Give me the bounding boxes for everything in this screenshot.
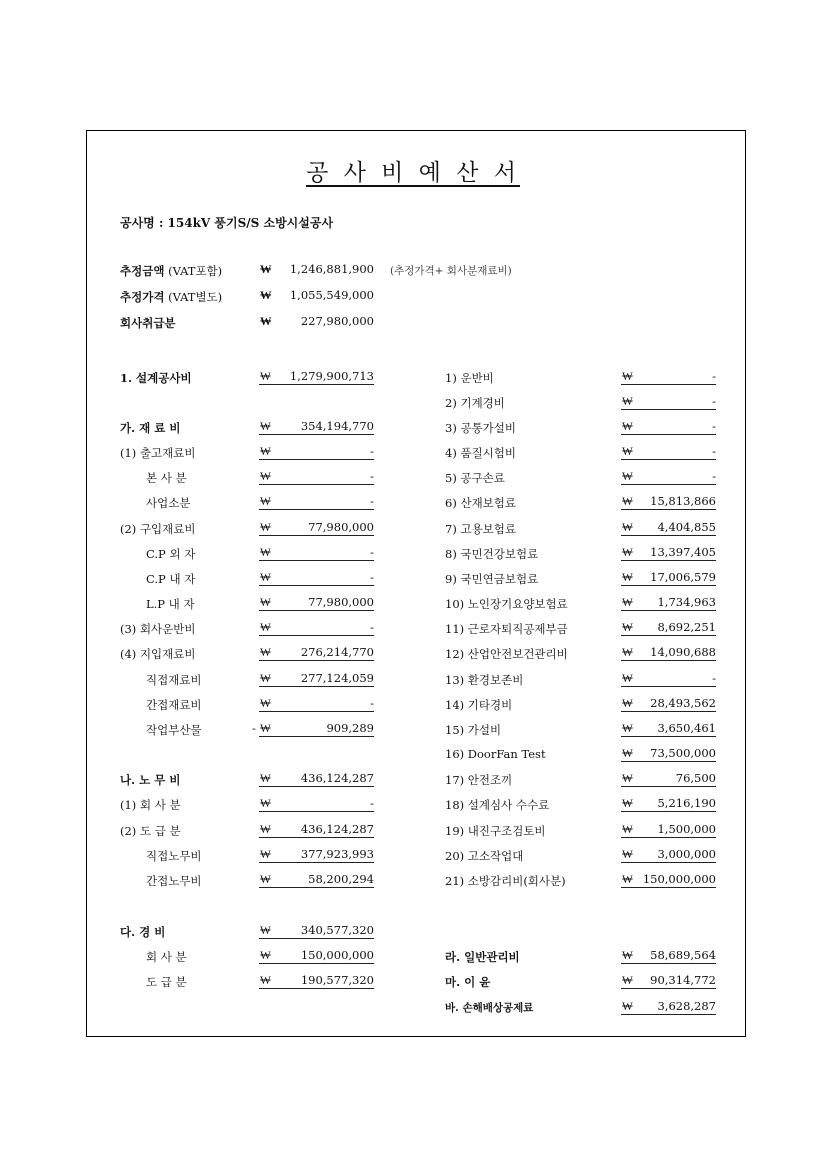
cost-item-label: 다. 경 비 [120, 925, 166, 939]
cost-item-label: (2) 구입재료비 [120, 522, 196, 536]
amount-value: 190,577,320 [300, 973, 374, 987]
amount-value: - [370, 696, 374, 710]
won-sign: ₩ [260, 288, 272, 302]
cost-item-amount [259, 369, 374, 385]
summary-amount [259, 288, 374, 304]
cost-item-amount [621, 620, 716, 636]
amount-value: 28,493,562 [650, 696, 716, 710]
cost-item-label: 9) 국민연금보험료 [445, 572, 539, 586]
amount-value: 17,006,579 [650, 570, 716, 584]
won-sign: ₩ [622, 419, 633, 433]
won-sign: ₩ [622, 545, 633, 559]
won-sign: ₩ [622, 645, 633, 659]
summary-estimated-price [120, 289, 222, 305]
amount-value: 150,000,000 [300, 948, 374, 962]
won-sign: ₩ [260, 369, 271, 383]
cost-item-amount [259, 973, 374, 989]
cost-item-label: 6) 산재보험료 [445, 496, 517, 510]
won-sign: ₩ [622, 671, 633, 685]
cost-item-label: 바. 손해배상공제료 [445, 1002, 534, 1014]
cost-item-label: C.P 외 자 [146, 547, 196, 561]
amount-value: 276,214,770 [300, 645, 374, 659]
amount-value: 3,000,000 [657, 847, 716, 861]
won-sign: ₩ [260, 444, 271, 458]
cost-item-label: 15) 가설비 [445, 723, 502, 737]
won-sign: ₩ [260, 545, 271, 559]
won-sign: ₩ [622, 570, 633, 584]
summary-amount [259, 262, 374, 278]
amount-value: 1,246,881,900 [289, 262, 374, 276]
cost-item-amount [259, 419, 374, 435]
cost-item-amount [259, 444, 374, 460]
won-sign: ₩ [260, 520, 271, 534]
cost-item-label: 14) 기타경비 [445, 698, 513, 712]
won-sign: ₩ [260, 494, 271, 508]
amount-value: 5,216,190 [657, 796, 716, 810]
cost-item-amount [621, 696, 716, 712]
won-sign: ₩ [260, 696, 271, 710]
won-sign: ₩ [260, 645, 271, 659]
amount-value: 76,500 [675, 771, 716, 785]
cost-item-label: 11) 근로자퇴직공제부금 [445, 622, 568, 636]
summary-amount [259, 314, 374, 330]
cost-item-label: 16) DoorFan Test [445, 747, 546, 761]
won-sign: ₩ [622, 620, 633, 634]
cost-item-label: 8) 국민건강보험료 [445, 547, 539, 561]
won-sign: ₩ [260, 620, 271, 634]
cost-item-amount [621, 520, 716, 536]
amount-value: 150,000,000 [642, 872, 716, 886]
cost-item-label: (2) 도 급 분 [120, 824, 181, 838]
cost-item-label: C.P 내 자 [146, 572, 196, 586]
cost-item-label: (3) 회사운반비 [120, 622, 196, 636]
cost-item-label: 19) 내진구조검토비 [445, 824, 546, 838]
title-text: 공 사 비 예 산 서 [306, 160, 520, 186]
summary-label: 추정금액 [120, 264, 165, 278]
cost-item-label: 13) 환경보존비 [445, 673, 524, 687]
cost-item-amount [259, 822, 374, 838]
won-sign: ₩ [622, 721, 633, 735]
amount-value: 277,124,059 [300, 671, 374, 685]
cost-item-label: 가. 재 료 비 [120, 421, 181, 435]
cost-item-amount [621, 369, 716, 385]
cost-item-label: 10) 노인장기요양보험료 [445, 597, 568, 611]
amount-value: 3,628,287 [657, 999, 716, 1013]
amount-value: - [712, 671, 716, 685]
cost-item-label: 본 사 분 [146, 471, 187, 485]
cost-item-amount [259, 645, 374, 661]
won-sign: ₩ [622, 444, 633, 458]
cost-item-amount [259, 872, 374, 888]
won-sign: ₩ [260, 721, 271, 735]
amount-value: - [370, 494, 374, 508]
cost-item-amount [621, 746, 716, 762]
cost-item-label: 간접재료비 [146, 698, 202, 712]
cost-item-label: 사업소분 [146, 496, 191, 510]
won-sign: ₩ [260, 872, 271, 886]
won-sign: ₩ [260, 948, 271, 962]
cost-item-amount [621, 444, 716, 460]
amount-value: 77,980,000 [308, 595, 374, 609]
cost-item-amount [621, 822, 716, 838]
cost-item-amount [621, 394, 716, 410]
cost-item-amount [621, 948, 716, 964]
cost-item-amount [621, 999, 716, 1015]
cost-item-amount [621, 645, 716, 661]
cost-item-amount [259, 545, 374, 561]
won-sign: ₩ [260, 796, 271, 810]
cost-item-amount [259, 570, 374, 586]
cost-item-label: 라. 일반관리비 [445, 950, 520, 964]
cost-item-label: 도 급 분 [146, 975, 187, 989]
page-title [0, 154, 826, 187]
cost-item-label: 1. 설계공사비 [120, 371, 192, 385]
amount-value: 14,090,688 [650, 645, 716, 659]
won-sign: ₩ [260, 923, 271, 937]
cost-item-label: 1) 운반비 [445, 371, 494, 385]
cost-item-label: 21) 소방감리비(회사분) [445, 874, 566, 888]
cost-item-amount [259, 620, 374, 636]
won-sign: ₩ [622, 595, 633, 609]
amount-value: - [712, 419, 716, 433]
amount-value: - [370, 444, 374, 458]
amount-value: 354,194,770 [300, 419, 374, 433]
amount-value: 340,577,320 [300, 923, 374, 937]
amount-value: 58,200,294 [308, 872, 374, 886]
cost-item-label: 5) 공구손료 [445, 471, 505, 485]
cost-item-amount [259, 923, 374, 939]
summary-estimated-amount [120, 263, 222, 279]
won-sign: ₩ [260, 419, 271, 433]
won-sign: ₩ [260, 262, 272, 276]
cost-item-amount [621, 494, 716, 510]
won-sign: ₩ [622, 999, 633, 1013]
cost-item-label: 나. 노 무 비 [120, 773, 181, 787]
amount-value: 13,397,405 [650, 545, 716, 559]
cost-item-amount [259, 520, 374, 536]
won-sign: ₩ [622, 520, 633, 534]
won-sign: ₩ [260, 847, 271, 861]
won-sign: ₩ [622, 469, 633, 483]
won-sign: ₩ [622, 973, 633, 987]
won-sign: ₩ [622, 872, 633, 886]
summary-label: 추정가격 [120, 290, 165, 304]
amount-value: 436,124,287 [300, 822, 374, 836]
cost-item-label: 17) 안전조끼 [445, 773, 513, 787]
summary-sub: (VAT별도) [168, 290, 223, 304]
won-sign: ₩ [622, 746, 633, 760]
won-sign: ₩ [622, 494, 633, 508]
amount-value: - [370, 620, 374, 634]
won-sign: ₩ [622, 369, 633, 383]
won-sign: ₩ [260, 973, 271, 987]
cost-item-amount [621, 419, 716, 435]
amount-value: 1,734,963 [657, 595, 716, 609]
amount-value: 1,500,000 [657, 822, 716, 836]
cost-item-amount [621, 671, 716, 687]
amount-value: 8,692,251 [657, 620, 716, 634]
amount-value: 58,689,564 [650, 948, 716, 962]
amount-value: 90,314,772 [650, 973, 716, 987]
won-sign: ₩ [622, 771, 633, 785]
cost-item-amount [621, 595, 716, 611]
amount-value: 227,980,000 [300, 314, 374, 328]
cost-item-label: 20) 고소작업대 [445, 849, 524, 863]
cost-item-label: 직접노무비 [146, 849, 202, 863]
cost-item-amount [259, 847, 374, 863]
cost-item-label: 마. 이 윤 [445, 975, 491, 989]
cost-item-label: 4) 품질시험비 [445, 446, 517, 460]
cost-item-label: 회 사 분 [146, 950, 187, 964]
amount-value: - [712, 369, 716, 383]
cost-item-label: 직접재료비 [146, 673, 202, 687]
cost-item-label: (1) 회 사 분 [120, 798, 181, 812]
amount-value: 15,813,866 [650, 494, 716, 508]
amount-value: 77,980,000 [308, 520, 374, 534]
cost-item-amount [621, 771, 716, 787]
won-sign: ₩ [622, 696, 633, 710]
cost-item-amount [259, 595, 374, 611]
amount-value: 73,500,000 [650, 746, 716, 760]
won-sign: ₩ [622, 847, 633, 861]
won-sign: ₩ [260, 469, 271, 483]
cost-item-amount [259, 671, 374, 687]
cost-item-amount [259, 721, 374, 737]
cost-item-amount [621, 973, 716, 989]
cost-item-label: 12) 산업안전보건관리비 [445, 647, 568, 661]
cost-item-amount [259, 494, 374, 510]
summary-sub: (VAT포함) [168, 264, 223, 278]
cost-item-label: 작업부산물 [146, 723, 202, 737]
amount-value: - [712, 444, 716, 458]
won-sign: ₩ [622, 394, 633, 408]
cost-item-label: 7) 고용보험료 [445, 522, 517, 536]
cost-item-amount [621, 469, 716, 485]
cost-item-amount [259, 796, 374, 812]
won-sign: ₩ [622, 796, 633, 810]
summary-company-handled: 회사취급분 [120, 316, 176, 330]
cost-item-label: (4) 지입재료비 [120, 647, 196, 661]
won-sign: ₩ [260, 671, 271, 685]
won-sign: ₩ [260, 822, 271, 836]
amount-value: - [370, 469, 374, 483]
amount-value: 4,404,855 [657, 520, 716, 534]
cost-item-amount [621, 847, 716, 863]
amount-value: 1,279,900,713 [289, 369, 374, 383]
amount-value: - [370, 545, 374, 559]
amount-value: - [712, 469, 716, 483]
cost-item-label: 간접노무비 [146, 874, 202, 888]
project-name: 공사명 : 154kV 풍기S/S 소방시설공사 [120, 216, 334, 230]
cost-item-amount [259, 948, 374, 964]
amount-value: 3,650,461 [657, 721, 716, 735]
won-sign: ₩ [260, 570, 271, 584]
won-sign: ₩ [260, 771, 271, 785]
cost-item-amount [621, 721, 716, 737]
amount-value: 436,124,287 [300, 771, 374, 785]
cost-item-label: (1) 출고재료비 [120, 446, 196, 460]
cost-item-label: 2) 기계경비 [445, 396, 505, 410]
cost-item-amount [621, 872, 716, 888]
amount-value: 909,289 [326, 721, 374, 735]
cost-item-amount [621, 796, 716, 812]
amount-value: - [370, 570, 374, 584]
summary-note: (추정가격+ 회사분재료비) [390, 265, 512, 277]
negative-sign: - [252, 721, 256, 735]
cost-item-amount [259, 696, 374, 712]
amount-value: 377,923,993 [300, 847, 374, 861]
won-sign: ₩ [622, 948, 633, 962]
cost-item-label: 3) 공통가설비 [445, 421, 517, 435]
won-sign: ₩ [260, 595, 271, 609]
cost-item-label: L.P 내 자 [146, 597, 195, 611]
amount-value: - [712, 394, 716, 408]
won-sign: ₩ [260, 314, 272, 328]
cost-item-amount [621, 570, 716, 586]
amount-value: 1,055,549,000 [289, 288, 374, 302]
cost-item-amount [259, 771, 374, 787]
cost-item-label: 18) 설계심사 수수료 [445, 798, 550, 812]
cost-item-amount [259, 469, 374, 485]
cost-item-amount [621, 545, 716, 561]
amount-value: - [370, 796, 374, 810]
won-sign: ₩ [622, 822, 633, 836]
